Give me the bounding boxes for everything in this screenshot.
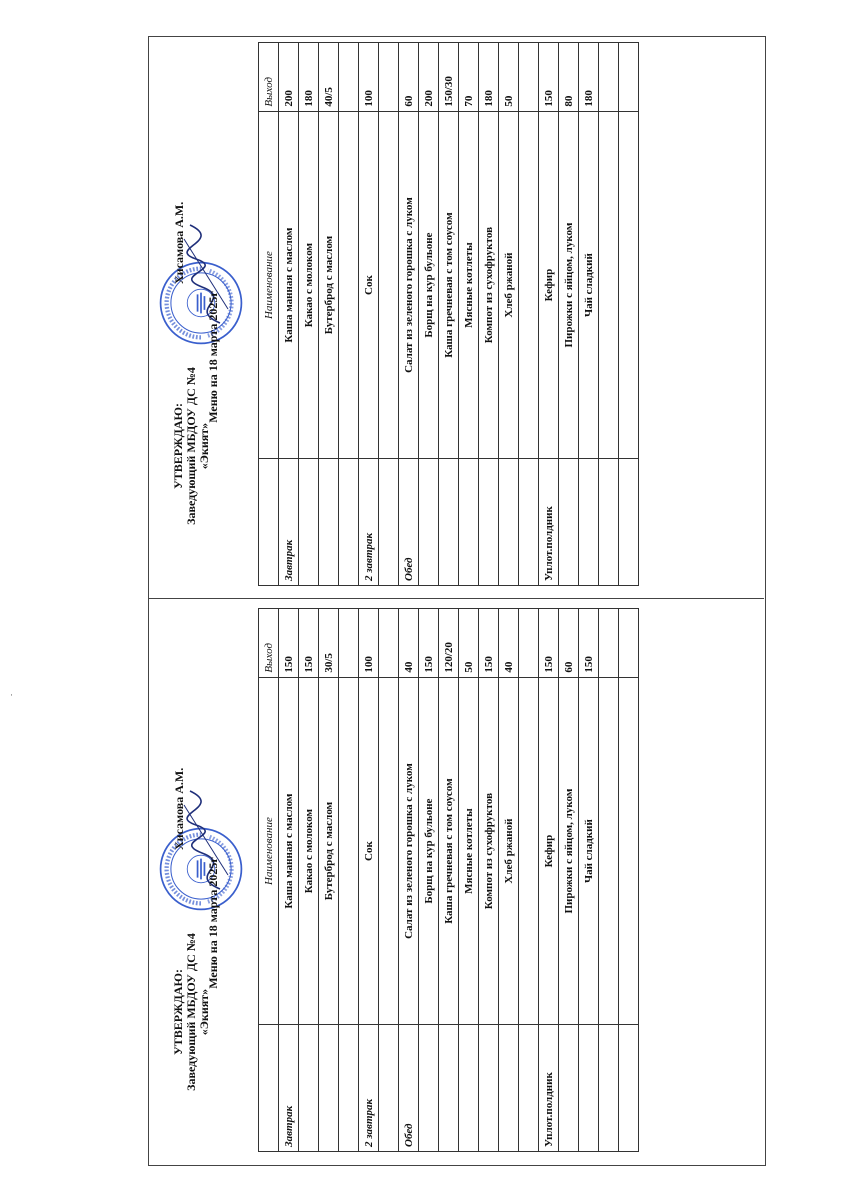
table-row bbox=[419, 43, 439, 586]
meal-cell bbox=[339, 459, 359, 586]
output-cell: 150 bbox=[539, 43, 559, 112]
approval-line3: «Экият» bbox=[197, 988, 211, 1036]
dish-name-cell: Какао с молоком bbox=[299, 111, 319, 459]
meal-cell bbox=[459, 459, 479, 586]
approval-line2: Заведующий МБДОУ ДС №4 bbox=[184, 367, 198, 525]
dish-name-cell bbox=[599, 677, 619, 1025]
menu-title: Меню на 18 марта 2025г bbox=[206, 291, 220, 423]
meal-cell bbox=[419, 1025, 439, 1152]
output-cell: 30/5 bbox=[319, 609, 339, 678]
dish-name-cell: Сок bbox=[359, 111, 379, 459]
dish-name-cell: Какао с молоком bbox=[299, 677, 319, 1025]
meal-cell bbox=[619, 459, 639, 586]
output-cell bbox=[619, 609, 639, 678]
table-row bbox=[619, 609, 639, 1152]
approval-header bbox=[156, 614, 266, 1150]
table-row bbox=[439, 609, 459, 1152]
menu-panel-senior bbox=[148, 36, 764, 596]
output-cell bbox=[339, 43, 359, 112]
meal-cell: Уплот.полдник bbox=[539, 1025, 559, 1152]
output-cell: 180 bbox=[299, 43, 319, 112]
table-header-row bbox=[259, 43, 279, 586]
table-row bbox=[419, 609, 439, 1152]
output-cell: 120/20 bbox=[439, 609, 459, 678]
dish-name-cell bbox=[339, 677, 359, 1025]
meal-cell bbox=[499, 459, 519, 586]
dish-name-cell: Хлеб ржаной bbox=[499, 111, 519, 459]
dish-name-cell bbox=[619, 677, 639, 1025]
dish-name-cell: Чай сладкий bbox=[579, 677, 599, 1025]
output-cell: 150/30 bbox=[439, 43, 459, 112]
menu-panel-junior bbox=[148, 602, 764, 1162]
dish-name-cell: Сок bbox=[359, 677, 379, 1025]
output-cell: 50 bbox=[499, 43, 519, 112]
table-row bbox=[599, 43, 619, 586]
meal-cell bbox=[479, 1025, 499, 1152]
table-row bbox=[459, 609, 479, 1152]
table-row bbox=[319, 609, 339, 1152]
dish-name-cell: Компот из сухофруктов bbox=[479, 677, 499, 1025]
meal-cell: Обед bbox=[399, 1025, 419, 1152]
dish-name-cell: Салат из зеленого горошка с луком bbox=[399, 111, 419, 459]
dish-name-cell bbox=[519, 111, 539, 459]
dish-name-cell bbox=[339, 111, 359, 459]
table-row bbox=[279, 43, 299, 586]
table-row bbox=[359, 43, 379, 586]
meal-cell bbox=[599, 459, 619, 586]
dish-name-cell: Каша манная с маслом bbox=[279, 677, 299, 1025]
meal-cell bbox=[419, 459, 439, 586]
table-row bbox=[299, 43, 319, 586]
output-cell: 60 bbox=[559, 609, 579, 678]
header-meal bbox=[259, 1025, 279, 1152]
dish-name-cell: Каша гречневая с том соусом bbox=[439, 111, 459, 459]
table-row bbox=[499, 609, 519, 1152]
table-row bbox=[619, 43, 639, 586]
meal-cell: Обед bbox=[399, 459, 419, 586]
table-row bbox=[459, 43, 479, 586]
menu-title: Меню на 18 марта 2025г bbox=[206, 857, 220, 989]
output-cell: 200 bbox=[279, 43, 299, 112]
dish-name-cell: Хлеб ржаной bbox=[499, 677, 519, 1025]
output-cell: 40/5 bbox=[319, 43, 339, 112]
meal-cell bbox=[479, 459, 499, 586]
meal-cell: Уплот.полдник bbox=[539, 459, 559, 586]
menu-table bbox=[258, 608, 639, 1152]
output-cell bbox=[379, 43, 399, 112]
dish-name-cell: Каша гречневая с том соусом bbox=[439, 677, 459, 1025]
dish-name-cell: Мясные котлеты bbox=[459, 111, 479, 459]
output-cell: 150 bbox=[539, 609, 559, 678]
dish-name-cell: Пирожки с яйцом, луком bbox=[559, 677, 579, 1025]
dish-name-cell: Чай сладкий bbox=[579, 111, 599, 459]
table-row bbox=[319, 43, 339, 586]
dish-name-cell bbox=[599, 111, 619, 459]
table-row bbox=[399, 609, 419, 1152]
scan-mark: · bbox=[10, 690, 13, 700]
table-row bbox=[439, 43, 459, 586]
output-cell bbox=[619, 43, 639, 112]
dish-name-cell bbox=[519, 677, 539, 1025]
table-row bbox=[339, 43, 359, 586]
table-row bbox=[359, 609, 379, 1152]
table-row bbox=[519, 609, 539, 1152]
output-cell: 60 bbox=[399, 43, 419, 112]
approval-line1: УТВЕРЖДАЮ: bbox=[171, 968, 185, 1056]
table-header-row bbox=[259, 609, 279, 1152]
table-row bbox=[599, 609, 619, 1152]
dish-name-cell bbox=[619, 111, 639, 459]
output-cell: 150 bbox=[479, 609, 499, 678]
meal-cell: 2 завтрак bbox=[359, 1025, 379, 1152]
dish-name-cell: Бутерброд с маслом bbox=[319, 677, 339, 1025]
meal-cell bbox=[319, 1025, 339, 1152]
panel-divider bbox=[148, 598, 764, 599]
table-row bbox=[539, 43, 559, 586]
output-cell: 180 bbox=[579, 43, 599, 112]
table-row bbox=[399, 43, 419, 586]
signer-name: Хисамова А.М. bbox=[172, 201, 186, 284]
meal-cell bbox=[339, 1025, 359, 1152]
table-row bbox=[579, 43, 599, 586]
output-cell: 70 bbox=[459, 43, 479, 112]
meal-cell: 2 завтрак bbox=[359, 459, 379, 586]
meal-cell bbox=[579, 459, 599, 586]
table-row bbox=[279, 609, 299, 1152]
dish-name-cell: Кефир bbox=[539, 677, 559, 1025]
output-cell: 180 bbox=[479, 43, 499, 112]
dish-name-cell: Бутерброд с маслом bbox=[319, 111, 339, 459]
output-cell bbox=[519, 609, 539, 678]
dish-name-cell bbox=[379, 111, 399, 459]
meal-cell bbox=[319, 459, 339, 586]
output-cell: 100 bbox=[359, 609, 379, 678]
meal-cell bbox=[499, 1025, 519, 1152]
approval-line3: «Экият» bbox=[197, 422, 211, 470]
table-row bbox=[539, 609, 559, 1152]
meal-cell bbox=[439, 459, 459, 586]
meal-cell: Завтрак bbox=[279, 459, 299, 586]
dish-name-cell: Борщ на кур бульоне bbox=[419, 111, 439, 459]
output-cell bbox=[339, 609, 359, 678]
approval-header bbox=[156, 48, 266, 584]
header-meal bbox=[259, 459, 279, 586]
signer-name: Хисамова А.М. bbox=[172, 767, 186, 850]
output-cell: 100 bbox=[359, 43, 379, 112]
table-row bbox=[479, 43, 499, 586]
output-cell: 150 bbox=[419, 609, 439, 678]
meal-cell bbox=[559, 459, 579, 586]
meal-cell bbox=[439, 1025, 459, 1152]
output-cell bbox=[519, 43, 539, 112]
output-cell: 150 bbox=[279, 609, 299, 678]
header-name: Наименование bbox=[259, 111, 279, 459]
menu-table bbox=[258, 42, 639, 586]
table-row bbox=[499, 43, 519, 586]
table-row bbox=[339, 609, 359, 1152]
meal-cell bbox=[379, 459, 399, 586]
meal-cell bbox=[579, 1025, 599, 1152]
table-row bbox=[379, 43, 399, 586]
table-row bbox=[519, 43, 539, 586]
dish-name-cell: Компот из сухофруктов bbox=[479, 111, 499, 459]
dish-name-cell: Пирожки с яйцом, луком bbox=[559, 111, 579, 459]
output-cell: 80 bbox=[559, 43, 579, 112]
output-cell: 200 bbox=[419, 43, 439, 112]
table-row bbox=[379, 609, 399, 1152]
dish-name-cell: Борщ на кур бульоне bbox=[419, 677, 439, 1025]
meal-cell bbox=[599, 1025, 619, 1152]
output-cell: 40 bbox=[399, 609, 419, 678]
dish-name-cell bbox=[379, 677, 399, 1025]
output-cell: 150 bbox=[579, 609, 599, 678]
meal-cell bbox=[379, 1025, 399, 1152]
output-cell: 50 bbox=[459, 609, 479, 678]
header-output: Выход bbox=[259, 609, 279, 678]
table-row bbox=[299, 609, 319, 1152]
meal-cell: Завтрак bbox=[279, 1025, 299, 1152]
meal-cell bbox=[519, 1025, 539, 1152]
approval-line2: Заведующий МБДОУ ДС №4 bbox=[184, 933, 198, 1091]
meal-cell bbox=[299, 1025, 319, 1152]
meal-cell bbox=[619, 1025, 639, 1152]
output-cell bbox=[599, 43, 619, 112]
output-cell: 40 bbox=[499, 609, 519, 678]
meal-cell bbox=[459, 1025, 479, 1152]
output-cell bbox=[599, 609, 619, 678]
meal-cell bbox=[559, 1025, 579, 1152]
header-output: Выход bbox=[259, 43, 279, 112]
table-row bbox=[479, 609, 499, 1152]
meal-cell bbox=[299, 459, 319, 586]
approval-line1: УТВЕРЖДАЮ: bbox=[171, 402, 185, 490]
dish-name-cell: Мясные котлеты bbox=[459, 677, 479, 1025]
table-row bbox=[559, 609, 579, 1152]
dish-name-cell: Салат из зеленого горошка с луком bbox=[399, 677, 419, 1025]
output-cell bbox=[379, 609, 399, 678]
dish-name-cell: Кефир bbox=[539, 111, 559, 459]
table-row bbox=[559, 43, 579, 586]
output-cell: 150 bbox=[299, 609, 319, 678]
table-row bbox=[579, 609, 599, 1152]
meal-cell bbox=[519, 459, 539, 586]
header-name: Наименование bbox=[259, 677, 279, 1025]
dish-name-cell: Каша манная с маслом bbox=[279, 111, 299, 459]
